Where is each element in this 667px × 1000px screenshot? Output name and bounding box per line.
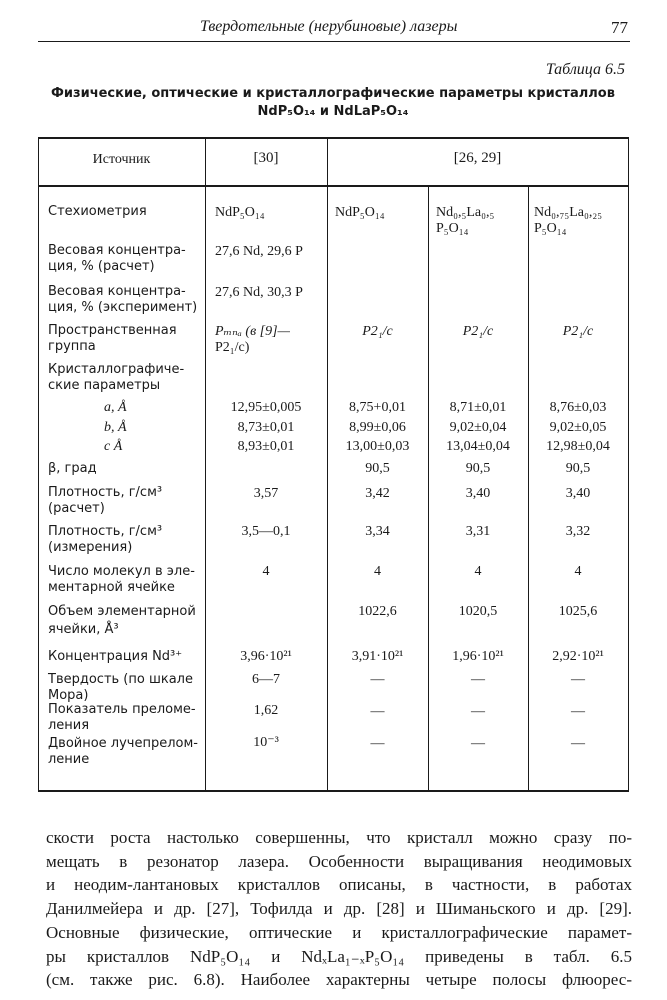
header-source: Источник (92, 152, 151, 167)
density-calc-c3: 3,40 (465, 486, 491, 501)
a-c4: 8,76±0,03 (549, 400, 607, 415)
stoich-c1: NdP₅O₁₄ (215, 205, 265, 220)
beta-c3: 90,5 (465, 461, 491, 476)
label-weight-conc-exp-1: Весовая концентра- (48, 284, 186, 299)
density-calc-c1: 3,57 (253, 486, 279, 501)
nd-conc-c2: 3,91·10²¹ (351, 649, 404, 664)
label-space-group-1: Пространственная (48, 323, 177, 338)
weight-conc-calc-c1: 27,6 Nd, 29,6 P (215, 244, 303, 259)
refraction-c2: — (370, 704, 385, 719)
body-line-3: и неодим-лантановых кристаллов описаны, в частности, в работах (46, 875, 632, 895)
birefringence-c4: — (571, 736, 585, 751)
c-c1: 8,93±0,01 (237, 439, 295, 454)
density-calc-c4: 3,40 (565, 486, 591, 501)
b-c1: 8,73±0,01 (237, 420, 295, 435)
weight-conc-exp-c1: 27,6 Nd, 30,3 P (215, 285, 303, 300)
a-c2: 8,75+0,01 (349, 400, 406, 415)
label-space-group-2: группа (48, 339, 96, 354)
label-b: b, Å (104, 420, 127, 435)
page-number: 77 (611, 18, 628, 37)
volume-c3: 1020,5 (458, 604, 498, 619)
stoich-c3-line2: P₅O₁₄ (436, 221, 469, 236)
body-line-2: мещать в резонатор лазера. Особенности выращивания неодимовых (46, 851, 632, 871)
label-volume-2: ячейки, Å³ (48, 622, 119, 637)
birefringence-c2: — (370, 736, 385, 751)
label-nd-concentration: Концентрация Nd³⁺ (48, 649, 183, 664)
label-density-meas-1: Плотность, г/см³ (48, 524, 163, 539)
nd-conc-c4: 2,92·10²¹ (552, 649, 604, 664)
body-line-6: ры кристаллов NdP₅O₁₄ и NdₓLa₁₋ₓP₅O₁₄ приведены в табл. 6.5 (46, 946, 632, 966)
space-group-c4: P2₁/c (562, 324, 594, 339)
a-c1: 12,95±0,005 (230, 400, 302, 415)
refraction-c3: — (471, 704, 485, 719)
label-molecules-2: ментарной ячейке (48, 580, 175, 595)
label-c: c Å (104, 439, 123, 454)
table-header-rule (38, 185, 629, 187)
refraction-c1: 1,62 (253, 703, 279, 718)
col-divider-1 (205, 137, 206, 792)
label-cryst-params-2: ские параметры (48, 378, 161, 393)
label-cryst-params-1: Кристаллографиче- (48, 362, 185, 377)
label-refraction-1: Показатель преломе- (48, 702, 196, 717)
header-ref-26-29: [26, 29] (453, 150, 502, 166)
label-weight-conc-calc-2: ция, % (расчет) (48, 259, 155, 274)
table-bottom-rule (38, 790, 629, 792)
label-beta: β, град (48, 461, 97, 476)
label-molecules-1: Число молекул в эле- (48, 564, 195, 579)
space-group-c2: P2₁/c (362, 324, 393, 339)
label-stoichiometry: Стехиометрия (48, 204, 147, 219)
space-group-c1-line2: P2₁/c) (215, 340, 250, 355)
volume-c4: 1025,6 (558, 604, 598, 619)
table-title-line-1: Физические, оптические и кристаллографические параметры кристаллов (51, 86, 615, 101)
beta-c4: 90,5 (565, 461, 591, 476)
birefringence-c3: — (471, 736, 485, 751)
body-line-1: скости роста настолько совершенны, что кристалл можно сразу по- (46, 828, 632, 847)
molecules-c4: 4 (574, 564, 582, 579)
refraction-c4: — (571, 704, 585, 719)
stoich-c2: NdP₅O₁₄ (335, 205, 385, 220)
label-density-calc-2: (расчет) (48, 501, 105, 516)
density-meas-c4: 3,32 (565, 524, 591, 539)
label-a: a, Å (104, 400, 127, 415)
running-title: Твердотельные (нерубиновые) лазеры (200, 18, 458, 35)
stoich-c4-line2: P₅O₁₄ (534, 221, 567, 236)
molecules-c3: 4 (474, 564, 482, 579)
beta-c2: 90,5 (365, 461, 390, 476)
stoich-c4-line1: Nd₀,₇₅La₀,₂₅ (534, 205, 603, 220)
density-meas-c3: 3,31 (465, 524, 491, 539)
label-density-meas-2: (измерения) (48, 540, 133, 555)
table-title-line-2: NdP₅O₁₄ и NdLaP₅O₁₄ (257, 104, 409, 119)
volume-c2: 1022,6 (358, 604, 397, 619)
body-line-7: (см. также рис. 6.8). Наиболее характерны четыре полосы флюорес- (46, 970, 632, 990)
molecules-c1: 4 (262, 564, 270, 579)
c-c3: 13,04±0,04 (446, 439, 510, 454)
body-line-4: Данилмейера и др. [27], Тофилда и др. [28] и Шиманьского и др. [29]. (46, 899, 632, 919)
hardness-c3: — (471, 672, 485, 687)
table-number: Таблица 6.5 (545, 61, 625, 78)
running-header (38, 18, 638, 40)
molecules-c2: 4 (374, 564, 381, 579)
label-weight-conc-exp-2: ция, % (эксперимент) (48, 300, 198, 315)
label-density-calc-1: Плотность, г/см³ (48, 485, 163, 500)
table-right-border (628, 137, 629, 792)
parameters-table (38, 137, 629, 792)
table-title (30, 85, 636, 121)
label-birefringence-2: ление (48, 752, 90, 767)
table-top-rule (38, 137, 629, 139)
body-paragraph (46, 826, 632, 992)
nd-conc-c3: 1,96·10²¹ (452, 649, 504, 664)
nd-conc-c1: 3,96·10²¹ (240, 649, 292, 664)
body-line-5: Основные физические, оптические и кристаллографические парамет- (46, 922, 632, 942)
hardness-c4: — (571, 672, 585, 687)
label-weight-conc-calc-1: Весовая концентра- (48, 243, 186, 258)
stoich-c3-line1: Nd₀,₅La₀,₅ (436, 205, 495, 220)
a-c3: 8,71±0,01 (449, 400, 507, 415)
c-c2: 13,00±0,03 (345, 439, 410, 454)
density-meas-c1: 3,5—0,1 (241, 524, 291, 539)
label-hardness-1: Твердость (по шкале (48, 672, 193, 687)
hardness-c2: — (370, 672, 385, 687)
label-birefringence-1: Двойное лучепрелом- (48, 736, 198, 751)
label-hardness-2: Мора) (48, 688, 89, 703)
label-volume-1: Объем элементарной (48, 604, 196, 619)
density-calc-c2: 3,42 (365, 486, 390, 501)
space-group-c3: P2₁/c (462, 324, 494, 339)
c-c4: 12,98±0,04 (546, 439, 610, 454)
space-group-c1-line1: Pₘₙₐ (в [9]— (215, 324, 290, 339)
header-ref-30: [30] (253, 150, 279, 166)
label-refraction-2: ления (48, 718, 90, 733)
table-left-border (38, 137, 39, 792)
b-c3: 9,02±0,04 (449, 420, 507, 435)
header-rule (38, 41, 630, 42)
birefringence-c1: 10⁻³ (253, 735, 279, 750)
hardness-c1: 6—7 (252, 672, 280, 687)
density-meas-c2: 3,34 (365, 524, 390, 539)
b-c4: 9,02±0,05 (549, 420, 607, 435)
b-c2: 8,99±0,06 (349, 420, 406, 435)
